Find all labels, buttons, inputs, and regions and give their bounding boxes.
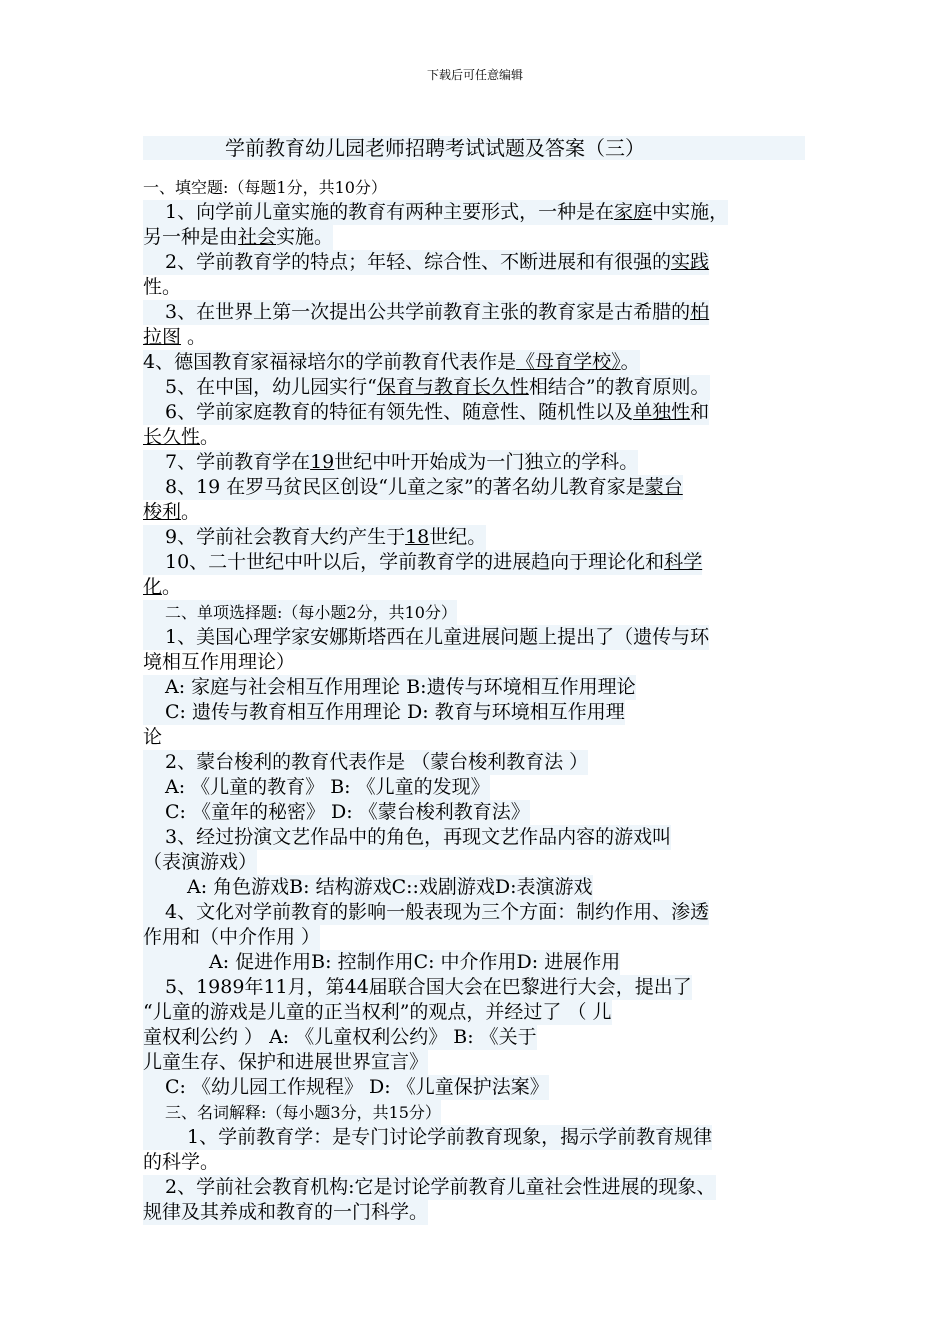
- line-text: 2、蒙台梭利的教育代表作是 （蒙台梭利教育法 ）: [165, 751, 589, 773]
- text-line: [143, 375, 710, 400]
- line-text: 。: [181, 326, 207, 348]
- text-line: [143, 200, 728, 225]
- text-line: [143, 1200, 428, 1225]
- line-text: 5、在中国，幼儿园实行“: [165, 376, 377, 398]
- answer-text: 实践: [671, 251, 710, 273]
- line-text: 性。: [143, 276, 182, 298]
- answer-text: 保育与教育长久性: [376, 376, 529, 398]
- answer-text: 蒙台: [644, 476, 683, 498]
- text-line: [143, 1125, 712, 1150]
- text-line: [143, 575, 181, 600]
- answer-text: 18: [405, 526, 430, 548]
- text-line: [143, 1000, 612, 1025]
- line-text: 和: [690, 401, 710, 423]
- line-text: “儿童的游戏是儿童的正当权利”的观点，并经过了 （ 儿: [143, 1001, 612, 1023]
- text-line: [143, 350, 640, 375]
- answer-text: 《母育学校》: [516, 351, 621, 373]
- text-line: [143, 1175, 716, 1200]
- document-title: 学前教育幼儿园老师招聘考试试题及答案（三）: [225, 136, 645, 160]
- answer-text: 家庭: [614, 201, 653, 223]
- line-text: 。: [200, 426, 220, 448]
- text-line: [143, 525, 486, 550]
- text-line: [143, 450, 638, 475]
- document-title-bar: [143, 136, 805, 160]
- line-text: 7、学前教育学在: [165, 451, 311, 473]
- line-text: C: 《幼儿园工作规程》 D: 《儿童保护法案》: [165, 1076, 549, 1098]
- line-text: 儿童生存、保护和进展世界宣言》: [143, 1051, 429, 1073]
- answer-text: 科学: [664, 551, 703, 573]
- line-text: 10、二十世纪中叶以后，学前教育学的进展趋向于理论化和: [165, 551, 665, 573]
- line-text: 世纪。: [429, 526, 487, 548]
- text-line: [143, 900, 709, 925]
- text-line: [143, 700, 625, 725]
- text-line: [143, 1025, 537, 1050]
- text-line: [143, 1150, 219, 1175]
- text-line: [143, 950, 620, 975]
- text-line: [143, 675, 636, 700]
- line-text: 一、填空题:（每题1分，共10分）: [143, 178, 387, 197]
- line-text: A: 家庭与社会相互作用理论 B:遗传与环境相互作用理论: [165, 676, 636, 698]
- text-line: [143, 250, 709, 275]
- answer-text: 19: [310, 451, 335, 473]
- answer-text: 单独性: [633, 401, 691, 423]
- text-line: [143, 825, 671, 850]
- line-text: 童权利公约 ） A: 《儿童权利公约》 B: 《关于: [143, 1026, 537, 1048]
- line-text: 2、学前教育学的特点；年轻、综合性、不断进展和有很强的: [165, 251, 672, 273]
- line-text: 作用和（中介作用 ）: [143, 926, 321, 948]
- line-text: 1、学前教育学：是专门讨论学前教育现象，揭示学前教育规律: [187, 1126, 713, 1148]
- text-line: [143, 800, 530, 825]
- line-text: A: 促进作用B: 控制作用C: 中介作用D: 进展作用: [209, 951, 621, 973]
- text-line: [143, 750, 588, 775]
- text-line: [143, 275, 181, 300]
- line-text: 1、美国心理学家安娜斯塔西在儿童进展问题上提出了（遗传与环: [165, 626, 710, 648]
- line-text: 1、向学前儿童实施的教育有两种主要形式，一种是在: [165, 201, 615, 223]
- text-line: [143, 475, 683, 500]
- line-text: 。: [181, 501, 201, 523]
- text-line: [143, 775, 490, 800]
- line-text: C: 《童年的秘密》 D: 《蒙台梭利教育法》: [165, 801, 530, 823]
- line-text: 三、名词解释:（每小题3分，共15分）: [165, 1103, 441, 1122]
- text-line: [143, 975, 692, 1000]
- line-text: 的科学。: [143, 1151, 220, 1173]
- text-line: [143, 175, 387, 200]
- text-line: [143, 850, 257, 875]
- answer-text: 化: [143, 576, 163, 598]
- line-text: 世纪中叶开始成为一门独立的学科。: [334, 451, 639, 473]
- line-text: 4、德国教育家福禄培尔的学前教育代表作是: [143, 351, 517, 373]
- line-text: 相结合”的教育原则。: [528, 376, 710, 398]
- line-text: A: 《儿童的教育》 B: 《儿童的发现》: [165, 776, 490, 798]
- page-header: 下载后可任意编辑: [426, 68, 523, 82]
- text-line: [143, 1100, 441, 1125]
- line-text: 5、1989年11月，第44届联合国大会在巴黎进行大会，提出了: [165, 976, 692, 998]
- answer-text: 拉图: [143, 326, 182, 348]
- text-line: [143, 650, 295, 675]
- answer-text: 长久性: [143, 426, 201, 448]
- answer-text: 梭利: [143, 501, 182, 523]
- text-line: [143, 1050, 428, 1075]
- line-text: 实施。: [276, 226, 334, 248]
- line-text: A: 角色游戏B: 结构游戏C::戏剧游戏D:表演游戏: [187, 876, 593, 898]
- line-text: 3、在世界上第一次提出公共学前教育主张的教育家是古希腊的: [165, 301, 691, 323]
- line-text: 2、学前社会教育机构:它是讨论学前教育儿童社会性进展的现象、: [165, 1176, 716, 1198]
- answer-text: 社会: [238, 226, 277, 248]
- text-line: [143, 325, 206, 350]
- line-text: 另一种是由: [143, 226, 239, 248]
- text-line: [143, 925, 320, 950]
- line-text: 论: [143, 726, 163, 748]
- line-text: C: 遗传与教育相互作用理论 D: 教育与环境相互作用理: [165, 701, 625, 723]
- text-line: [143, 1075, 549, 1100]
- text-line: [143, 400, 709, 425]
- text-line: [143, 725, 162, 750]
- line-text: 。: [162, 576, 182, 598]
- line-text: 3、经过扮演文艺作品中的角色，再现文艺作品内容的游戏叫: [165, 826, 672, 848]
- line-text: 规律及其养成和教育的一门科学。: [143, 1201, 429, 1223]
- line-text: 境相互作用理论）: [143, 651, 296, 673]
- answer-text: 柏: [690, 301, 710, 323]
- line-text: 。: [620, 351, 640, 373]
- text-line: [143, 425, 219, 450]
- text-line: [143, 875, 593, 900]
- line-text: （表演游戏）: [143, 851, 258, 873]
- text-line: [143, 500, 200, 525]
- line-text: 8、19 在罗马贫民区创设“儿童之家”的著名幼儿教育家是: [165, 476, 645, 498]
- text-line: [143, 600, 457, 625]
- line-text: 6、学前家庭教育的特征有领先性、随意性、随机性以及: [165, 401, 634, 423]
- text-line: [143, 300, 709, 325]
- text-line: [143, 550, 702, 575]
- line-text: 二、单项选择题:（每小题2分，共10分）: [165, 603, 457, 622]
- line-text: 4、文化对学前教育的影响一般表现为三个方面：制约作用、渗透: [165, 901, 710, 923]
- line-text: 中实施，: [652, 201, 729, 223]
- text-line: [143, 225, 333, 250]
- text-line: [143, 625, 709, 650]
- line-text: 9、学前社会教育大约产生于: [165, 526, 406, 548]
